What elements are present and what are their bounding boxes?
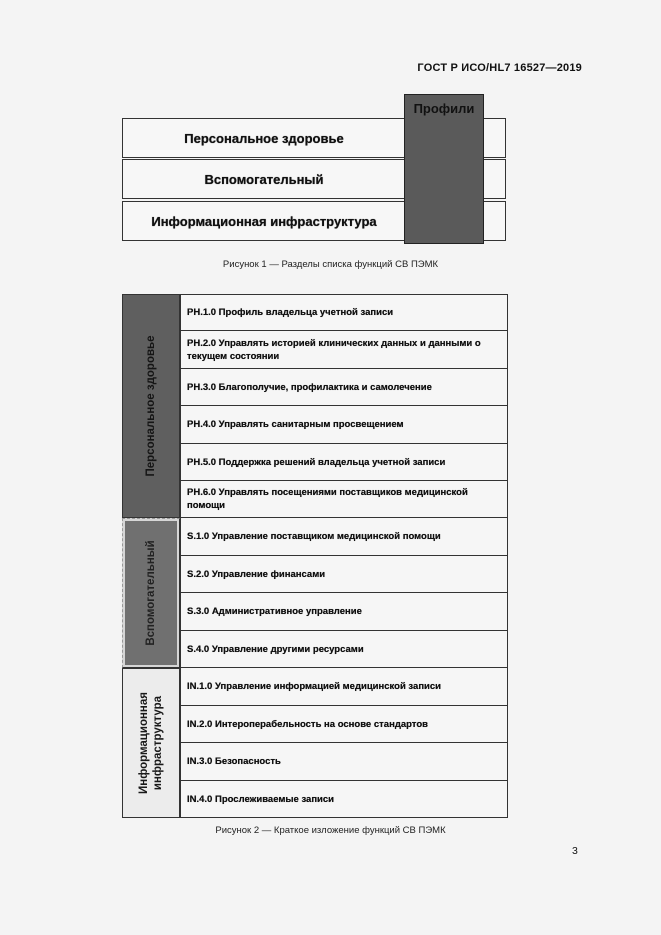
function-row: S.2.0 Управление финансами bbox=[180, 556, 508, 593]
figure-2 bbox=[122, 294, 508, 818]
figure-2-caption: Рисунок 2 — Краткое изложение функций СВ ПЭМК bbox=[215, 825, 446, 836]
function-row: S.3.0 Административное управление bbox=[180, 593, 508, 631]
group-personal-health bbox=[122, 294, 180, 518]
page-number: 3 bbox=[572, 845, 578, 857]
group-personal-health-label: Персональное здоровье bbox=[145, 335, 157, 477]
profiles-label: Профили bbox=[405, 99, 483, 118]
figure-1 bbox=[122, 94, 508, 244]
profiles-column bbox=[404, 94, 484, 244]
function-row: PH.1.0 Профиль владельца учетной записи bbox=[180, 294, 508, 331]
function-row: PH.4.0 Управлять санитарным просвещением bbox=[180, 406, 508, 444]
function-row: PH.3.0 Благополучие, профилактика и самолечение bbox=[180, 369, 508, 406]
function-row: PH.2.0 Управлять историей клинических данных и данными о текущем состоянии bbox=[180, 331, 508, 369]
function-row: IN.1.0 Управление информацией медицинской записи bbox=[180, 668, 508, 706]
section-personal-health: Персональное здоровье bbox=[122, 118, 506, 158]
group-info-infrastructure-label bbox=[137, 692, 165, 794]
function-row: IN.3.0 Безопасность bbox=[180, 743, 508, 781]
section-supportive: Вспомогательный bbox=[122, 159, 506, 199]
standard-header: ГОСТ Р ИСО/HL7 16527—2019 bbox=[417, 62, 582, 74]
function-row: S.4.0 Управление другими ресурсами bbox=[180, 631, 508, 668]
group-info-infrastructure-label-line1: Информационная bbox=[138, 692, 150, 794]
group-supportive-label: Вспомогательный bbox=[145, 540, 157, 646]
group-supportive bbox=[122, 518, 180, 668]
function-row: PH.5.0 Поддержка решений владельца учетной записи bbox=[180, 444, 508, 481]
function-row: PH.6.0 Управлять посещениями поставщиков медицинской помощи bbox=[180, 481, 508, 518]
section-info-infrastructure: Информационная инфраструктура bbox=[122, 201, 506, 241]
group-info-infrastructure-label-line2: инфраструктура bbox=[152, 695, 164, 791]
group-info-infrastructure bbox=[122, 668, 180, 818]
function-row: IN.4.0 Прослеживаемые записи bbox=[180, 781, 508, 818]
figure-1-caption: Рисунок 1 — Разделы списка функций СВ ПЭМК bbox=[222, 259, 439, 270]
function-row: S.1.0 Управление поставщиком медицинской помощи bbox=[180, 518, 508, 556]
function-row: IN.2.0 Интероперабельность на основе стандартов bbox=[180, 706, 508, 743]
